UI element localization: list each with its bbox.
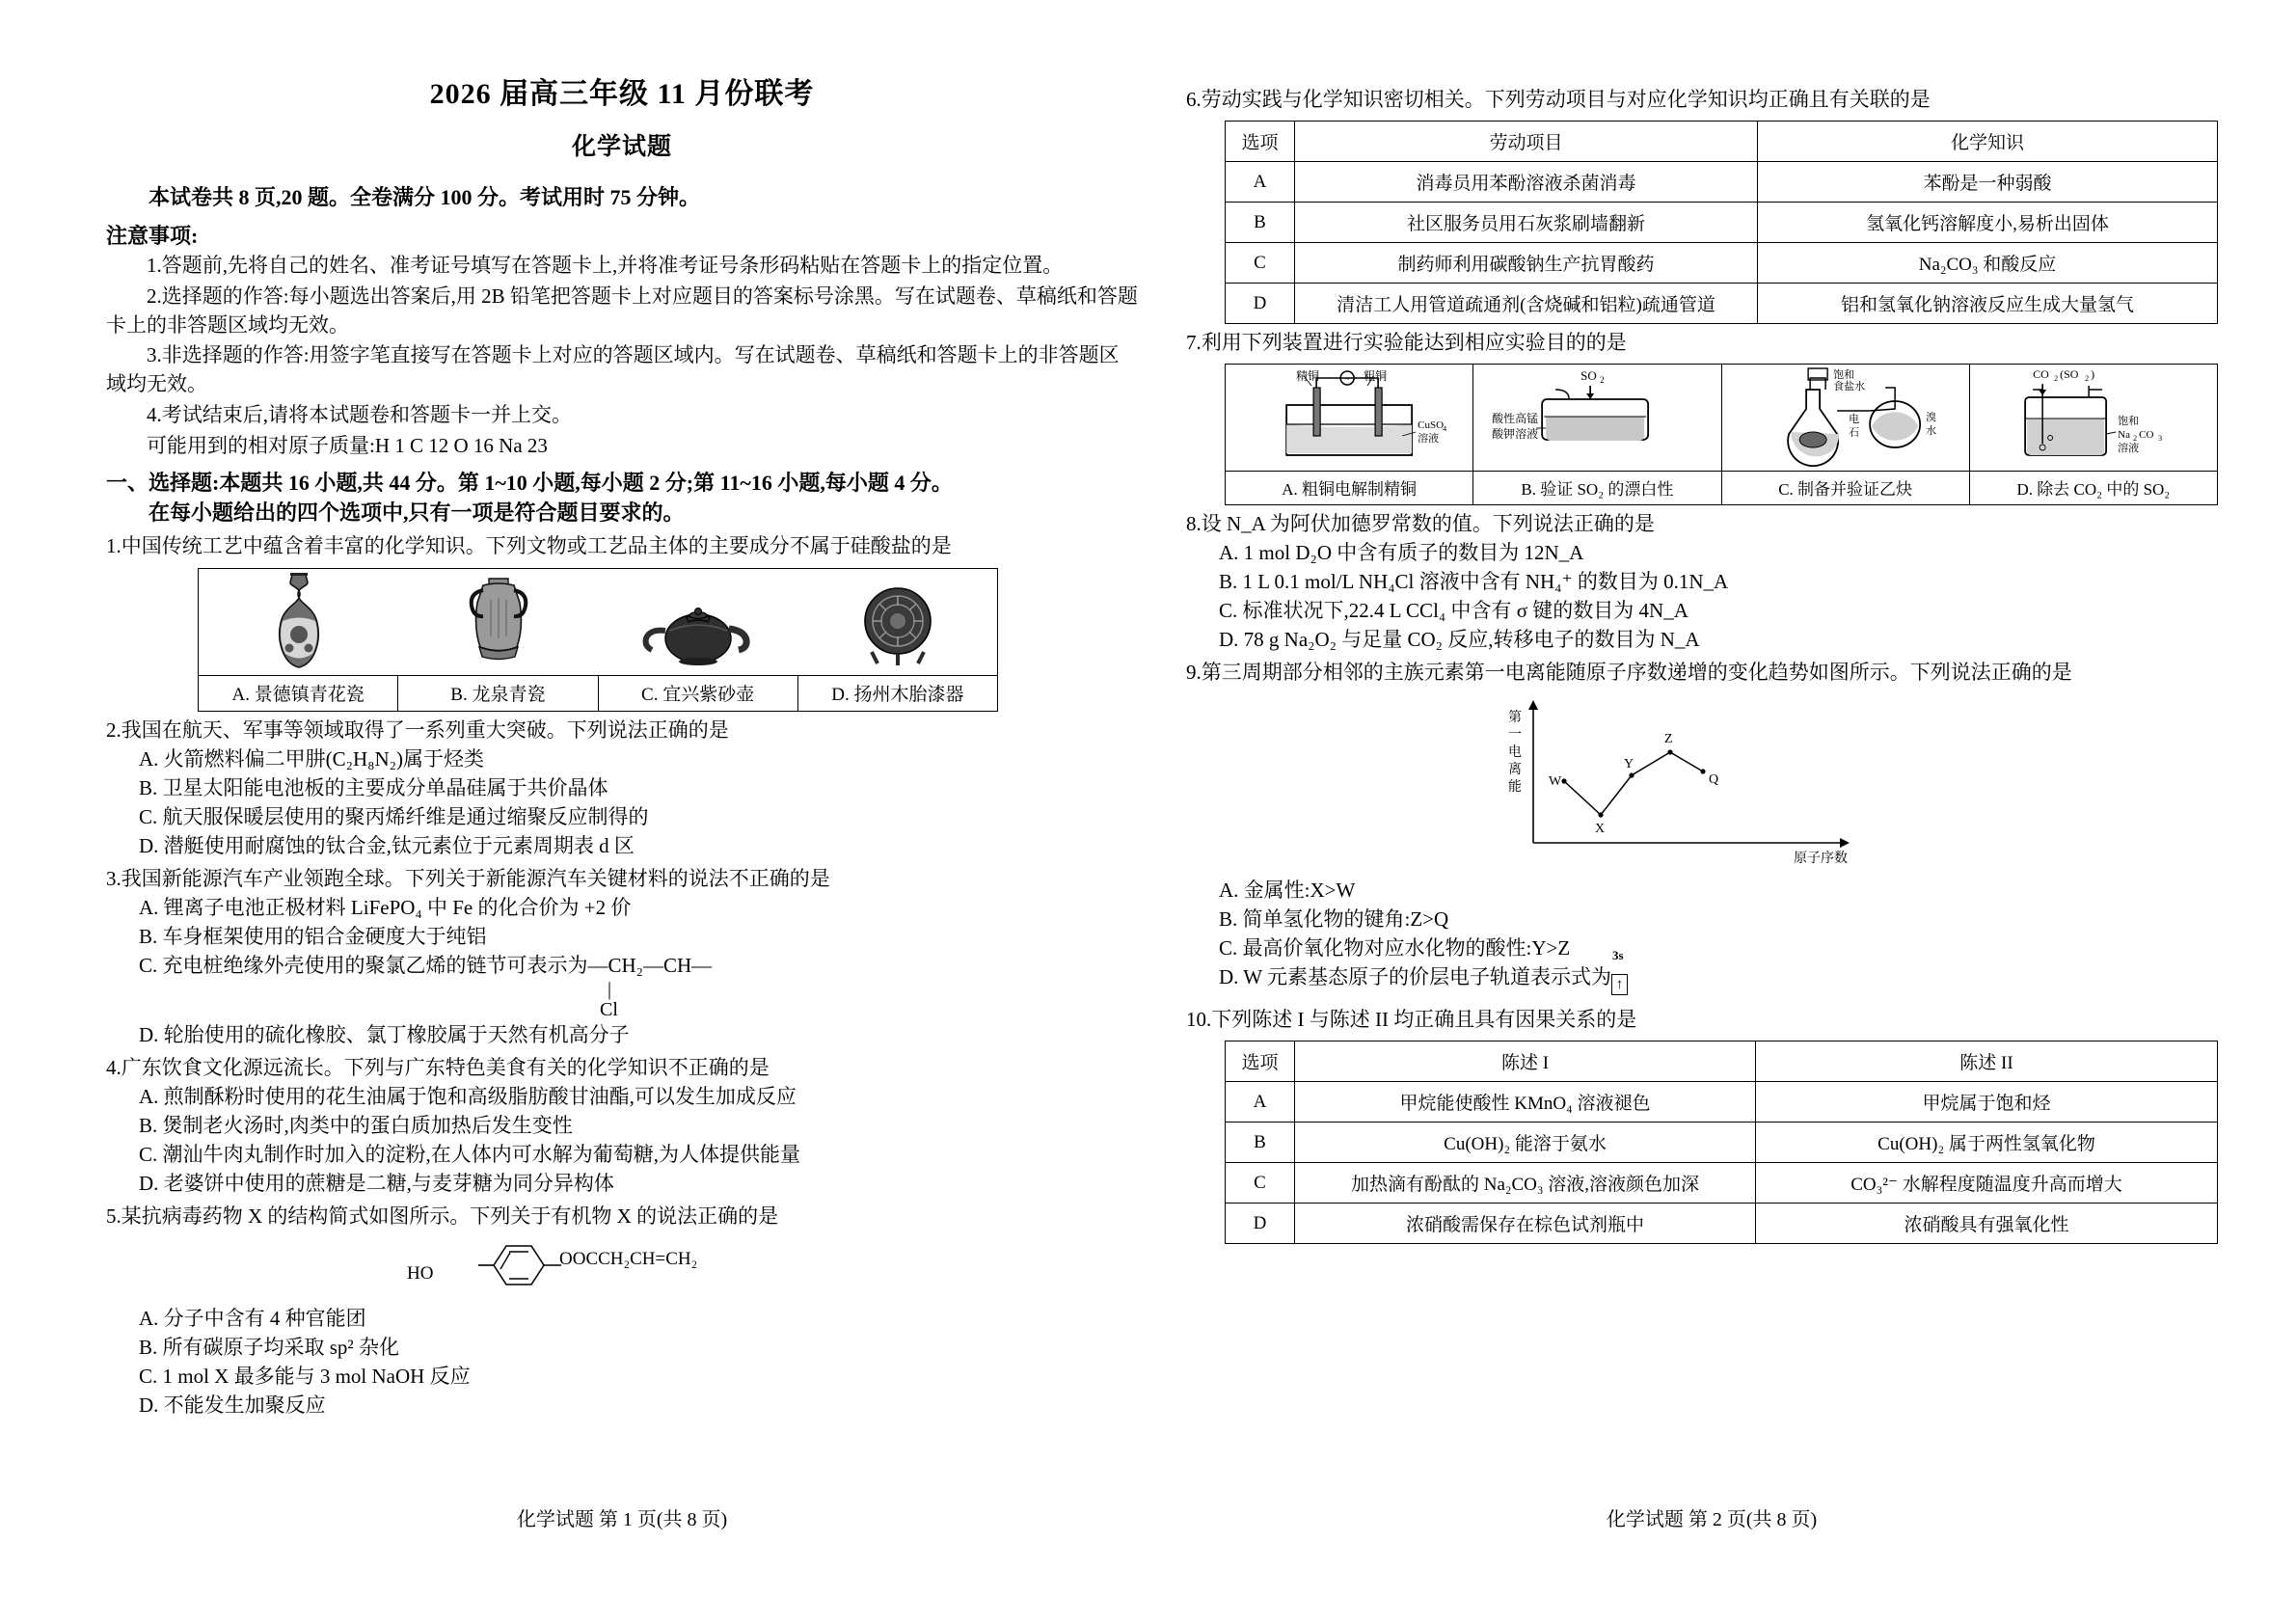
notice-item-3: 3.非选择题的作答:用签字笔直接写在答题卡上对应的答题区域内。写在试题卷、草稿纸和答题卡上的非答题区域均无效。 bbox=[106, 343, 1120, 396]
q6-row-c-knowledge: Na₂CO₃ 和酸反应 bbox=[1758, 243, 2218, 284]
table-row bbox=[1226, 1163, 2218, 1204]
question-4-option-b: B. 煲制老火汤时,肉类中的蛋白质加热后发生变性 bbox=[139, 1114, 573, 1138]
chart-label-q: Q bbox=[1709, 772, 1719, 788]
celadon-vase-icon bbox=[454, 571, 543, 671]
question-9-option-d: D. W 元素基态原子的价层电子轨道表示式为 bbox=[1219, 965, 1611, 989]
question-6-stem: 6.劳动实践与化学知识密切相关。下列劳动项目与对应化学知识均正确且有关联的是 bbox=[1186, 88, 1931, 111]
left-column bbox=[106, 0, 1138, 1420]
ionization-energy-line-chart bbox=[1389, 692, 1967, 876]
q6-row-a-knowledge: 苯酚是一种弱酸 bbox=[1758, 162, 2218, 203]
orbital-label: 3s bbox=[1611, 948, 1624, 963]
svg-text:电: 电 bbox=[1848, 414, 1859, 426]
footer-right: 化学试题 第 2 页(共 8 页) bbox=[1606, 1509, 1818, 1530]
artifact-caption-c: C. 宜兴紫砂壶 bbox=[598, 676, 797, 711]
artifact-image-lacquerware bbox=[797, 569, 997, 675]
q10-header-option: 选项 bbox=[1226, 1041, 1295, 1082]
chart-label-w: W bbox=[1549, 774, 1562, 790]
chart-ylabel-char-1: 第 bbox=[1508, 711, 1522, 726]
chart-label-y: Y bbox=[1624, 757, 1634, 772]
chart-point-y bbox=[1629, 773, 1634, 778]
paper-info: 本试卷共 8 页,20 题。全卷满分 100 分。考试用时 75 分钟。 bbox=[149, 185, 701, 209]
apparatus-b-figure bbox=[1473, 365, 1720, 471]
chart-ylabel-char-2: 一 bbox=[1508, 728, 1522, 744]
notice-item-2: 2.选择题的作答:每小题选出答案后,用 2B 铅笔把答题卡上对应题目的答案标号涂黑。写在试题卷、草稿纸和答题卡上的非答题区域均无效。 bbox=[106, 284, 1138, 337]
structure-label-left: HO bbox=[407, 1263, 434, 1285]
purple-clay-teapot-icon bbox=[640, 588, 756, 671]
question-2-option-b: B. 卫星太阳能电池板的主要成分单晶硅属于共价晶体 bbox=[139, 776, 608, 800]
question-5-structure-figure bbox=[407, 1236, 1138, 1304]
svg-text:精铜: 精铜 bbox=[1296, 369, 1320, 384]
q10-row-c-s2: CO₃²⁻ 水解程度随温度升高而增大 bbox=[1756, 1163, 2218, 1204]
question-8-stem: 8.设 N_A 为阿伏加德罗常数的值。下列说法正确的是 bbox=[1186, 512, 1655, 536]
svg-text:(SO: (SO bbox=[2059, 367, 2079, 382]
svg-text:3: 3 bbox=[2157, 434, 2162, 444]
structure-label-right: OOCCH₂CH=CH₂ bbox=[559, 1249, 698, 1270]
orbital-box: ↑ bbox=[1611, 974, 1628, 995]
table-header-row bbox=[1226, 122, 2218, 162]
chart-ylabel-char-4: 离 bbox=[1508, 763, 1522, 778]
svg-text:): ) bbox=[2090, 367, 2094, 382]
table-header-row bbox=[1226, 1041, 2218, 1082]
q6-row-b-option: B bbox=[1226, 203, 1295, 243]
page-subtitle: 化学试题 bbox=[571, 134, 672, 160]
svg-text:溶液: 溶液 bbox=[1418, 433, 1440, 446]
electrolysis-cell-icon bbox=[1226, 365, 1472, 471]
q10-row-d-s2: 浓硝酸具有强氧化性 bbox=[1756, 1204, 2218, 1244]
question-5-stem: 5.某抗病毒药物 X 的结构简式如图所示。下列关于有机物 X 的说法正确的是 bbox=[106, 1204, 779, 1229]
svg-text:粗铜: 粗铜 bbox=[1364, 369, 1388, 384]
question-3-stem: 3.我国新能源汽车产业领跑全球。下列关于新能源汽车关键材料的说法不正确的是 bbox=[106, 867, 830, 891]
q6-header-knowledge: 化学知识 bbox=[1758, 122, 2218, 162]
so2-test-tube-icon bbox=[1473, 365, 1720, 471]
svg-text:水: 水 bbox=[1925, 425, 1936, 438]
q10-header-statement-1: 陈述 I bbox=[1295, 1041, 1756, 1082]
question-8-option-a: A. 1 mol D₂O 中含有质子的数目为 12N_A bbox=[1219, 541, 1584, 565]
question-1-figure-group bbox=[198, 568, 998, 712]
chart-ylabel-char-5: 能 bbox=[1508, 780, 1522, 796]
question-9-stem: 9.第三周期部分相邻的主族元素第一电离能随原子序数递增的变化趋势如图所示。下列说法正确的是 bbox=[1186, 661, 2072, 685]
question-1-stem: 1.中国传统工艺中蕴含着丰富的化学知识。下列文物或工艺品主体的主要成分不属于硅酸盐的是 bbox=[106, 534, 952, 558]
q6-row-d-option: D bbox=[1226, 284, 1295, 324]
footer-left: 化学试题 第 1 页(共 8 页) bbox=[516, 1509, 728, 1530]
question-5-option-b: B. 所有碳原子均采取 sp² 杂化 bbox=[139, 1336, 399, 1360]
question-8-option-d: D. 78 g Na₂O₂ 与足量 CO₂ 反应,转移电子的数目为 N_A bbox=[1219, 628, 1700, 652]
question-10-stem: 10.下列陈述 I 与陈述 II 均正确且具有因果关系的是 bbox=[1186, 1008, 1637, 1032]
svg-text:石: 石 bbox=[1848, 427, 1859, 440]
q6-row-d-knowledge: 铝和氢氧化钠溶液反应生成大量氢气 bbox=[1758, 284, 2218, 324]
notice-item-1: 1.答题前,先将自己的姓名、准考证号填写在答题卡上,并将准考证号条形码粘贴在答题卡上的指定位置。 bbox=[147, 254, 1064, 277]
question-4-option-c: C. 潮汕牛肉丸制作时加入的淀粉,在人体内可水解为葡萄糖,为人体提供能量 bbox=[139, 1143, 801, 1167]
question-5-option-a: A. 分子中含有 4 种官能团 bbox=[139, 1307, 366, 1331]
apparatus-a-figure bbox=[1226, 365, 1472, 471]
q6-header-option: 选项 bbox=[1226, 122, 1295, 162]
artifact-image-zisha-teapot bbox=[598, 569, 797, 675]
q6-row-b-knowledge: 氢氧化钙溶解度小,易析出固体 bbox=[1758, 203, 2218, 243]
svg-text:CO: CO bbox=[2032, 367, 2049, 382]
q10-row-d-s1: 浓硝酸需保存在棕色试剂瓶中 bbox=[1295, 1204, 1756, 1244]
question-3-option-c-bond: | bbox=[608, 979, 612, 1001]
table-row bbox=[1226, 1082, 2218, 1123]
question-4-stem: 4.广东饮食文化源远流长。下列与广东特色美食有关的化学知识不正确的是 bbox=[106, 1056, 770, 1080]
q10-header-statement-2: 陈述 II bbox=[1756, 1041, 2218, 1082]
artifact-caption-a: A. 景德镇青花瓷 bbox=[231, 685, 365, 706]
chart-point-q bbox=[1700, 770, 1705, 774]
question-5-option-d: D. 不能发生加聚反应 bbox=[139, 1393, 326, 1418]
svg-text:饱和: 饱和 bbox=[1832, 369, 1854, 382]
artifact-image-porcelain-vase bbox=[199, 569, 398, 675]
svg-text:溴: 溴 bbox=[1925, 412, 1936, 424]
notice-heading: 注意事项: bbox=[106, 224, 199, 248]
question-4-option-d: D. 老婆饼中使用的蔗糖是二糖,与麦芽糖为同分异构体 bbox=[139, 1172, 614, 1196]
svg-text:食盐水: 食盐水 bbox=[1832, 381, 1865, 393]
q6-row-a-option: A bbox=[1226, 162, 1295, 203]
chart-point-z bbox=[1667, 750, 1672, 755]
acetylene-generator-icon bbox=[1722, 365, 1969, 471]
question-6-table bbox=[1225, 121, 2218, 324]
q10-row-a-s1: 甲烷能使酸性 KMnO₄ 溶液褪色 bbox=[1295, 1082, 1756, 1123]
question-3-option-d: D. 轮胎使用的硫化橡胶、氯丁橡胶属于天然有机高分子 bbox=[139, 1023, 630, 1047]
svg-text:酸性高锰: 酸性高锰 bbox=[1492, 412, 1539, 426]
question-3-option-b: B. 车身框架使用的铝合金硬度大于纯铝 bbox=[139, 925, 487, 949]
blue-white-porcelain-icon bbox=[257, 571, 340, 671]
question-9-chart bbox=[1389, 692, 1967, 876]
chart-ylabel-char-3: 电 bbox=[1508, 745, 1522, 761]
section-heading: 一、选择题:本题共 16 小题,共 44 分。第 1~10 小题,每小题 2 分;第 11~16 小题,每小题 4 分。 bbox=[106, 470, 953, 495]
question-4-option-a: A. 煎制酥粉时使用的花生油属于饱和高级脂肪酸甘油酯,可以发生加成反应 bbox=[139, 1085, 797, 1109]
apparatus-b bbox=[1472, 365, 1720, 504]
svg-text:2: 2 bbox=[2084, 374, 2089, 384]
svg-text:2: 2 bbox=[1600, 375, 1605, 386]
q6-row-d-task: 清洁工人用管道疏通剂(含烧碱和铝粒)疏通管道 bbox=[1295, 284, 1758, 324]
table-row bbox=[1226, 284, 2218, 324]
question-2-option-d: D. 潜艇使用耐腐蚀的钛合金,钛元素位于元素周期表 d 区 bbox=[139, 834, 635, 858]
q10-row-c-s1: 加热滴有酚酞的 Na₂CO₃ 溶液,溶液颜色加深 bbox=[1295, 1163, 1756, 1204]
table-row bbox=[1226, 162, 2218, 203]
chart-label-x: X bbox=[1595, 822, 1606, 837]
chart-xlabel: 原子序数 bbox=[1794, 852, 1848, 867]
question-10-table bbox=[1225, 1041, 2218, 1244]
svg-text:Na: Na bbox=[2117, 429, 2130, 442]
svg-text:SO: SO bbox=[1580, 368, 1597, 384]
svg-text:2: 2 bbox=[2132, 434, 2137, 444]
question-7-stem: 7.利用下列装置进行实验能达到相应实验目的的是 bbox=[1186, 331, 1627, 355]
q6-row-b-task: 社区服务员用石灰浆刷墙翻新 bbox=[1295, 203, 1758, 243]
chart-point-w bbox=[1561, 779, 1566, 784]
question-2-stem: 2.我国在航天、军事等领域取得了一系列重大突破。下列说法正确的是 bbox=[106, 718, 729, 743]
q6-row-c-task: 制药师利用碳酸钠生产抗胃酸药 bbox=[1295, 243, 1758, 284]
chart-point-x bbox=[1598, 813, 1603, 818]
notice-item-4: 4.考试结束后,请将本试题卷和答题卡一并上交。 bbox=[147, 403, 572, 427]
q10-row-d-option: D bbox=[1226, 1204, 1295, 1244]
question-8-option-b: B. 1 L 0.1 mol/L NH₄Cl 溶液中含有 NH₄⁺ 的数目为 0.1N_A bbox=[1219, 570, 1729, 594]
q10-row-b-s2: Cu(OH)₂ 属于两性氢氧化物 bbox=[1756, 1123, 2218, 1163]
q10-row-a-s2: 甲烷属于饱和烃 bbox=[1756, 1082, 2218, 1123]
artifact-caption-b: B. 龙泉青瓷 bbox=[397, 676, 597, 711]
svg-text:饱和: 饱和 bbox=[2117, 416, 2139, 428]
gas-washing-bottle-icon bbox=[1970, 365, 2217, 471]
apparatus-d-figure bbox=[1970, 365, 2217, 471]
svg-text:4: 4 bbox=[1443, 424, 1447, 434]
apparatus-c bbox=[1721, 365, 1969, 504]
artifact-image-celadon-vase bbox=[398, 569, 598, 675]
q10-row-b-option: B bbox=[1226, 1123, 1295, 1163]
svg-text:酸钾溶液: 酸钾溶液 bbox=[1492, 427, 1539, 442]
apparatus-c-caption: C. 制备并验证乙炔 bbox=[1722, 471, 1969, 504]
question-9-option-b: B. 简单氢化物的键角:Z>Q bbox=[1219, 907, 1449, 932]
question-8-option-c: C. 标准状况下,22.4 L CCl₄ 中含有 σ 键的数目为 4N_A bbox=[1219, 599, 1688, 623]
right-column bbox=[1186, 0, 2237, 1244]
q6-row-c-option: C bbox=[1226, 243, 1295, 284]
table-row bbox=[1226, 1123, 2218, 1163]
apparatus-b-caption: B. 验证 SO₂ 的漂白性 bbox=[1473, 471, 1720, 504]
question-3-option-c: C. 充电桩绝缘外壳使用的聚氯乙烯的链节可表示为—CH₂—CH— bbox=[139, 954, 713, 978]
atomic-mass-line: 可能用到的相对原子质量:H 1 C 12 O 16 Na 23 bbox=[147, 433, 548, 457]
apparatus-d-caption: D. 除去 CO₂ 中的 SO₂ bbox=[1970, 471, 2217, 504]
question-2-option-a: A. 火箭燃料偏二甲肼(C₂H₈N₂)属于烃类 bbox=[139, 747, 484, 771]
svg-text:溶液: 溶液 bbox=[2117, 443, 2139, 455]
q6-row-a-task: 消毒员用苯酚溶液杀菌消毒 bbox=[1295, 162, 1758, 203]
apparatus-d bbox=[1969, 365, 2217, 504]
page-title: 2026 届高三年级 11 月份联考 bbox=[429, 78, 815, 110]
yangzhou-lacquerware-icon bbox=[852, 579, 943, 671]
chart-label-z: Z bbox=[1664, 732, 1673, 747]
question-3-option-a: A. 锂离子电池正极材料 LiFePO₄ 中 Fe 的化合价为 +2 价 bbox=[139, 896, 632, 920]
svg-text:CO: CO bbox=[2138, 429, 2154, 442]
artifact-caption-d: D. 扬州木胎漆器 bbox=[797, 676, 997, 711]
table-row bbox=[1226, 1204, 2218, 1244]
q6-header-task: 劳动项目 bbox=[1295, 122, 1758, 162]
table-row bbox=[1226, 203, 2218, 243]
orbital-diagram bbox=[1611, 948, 1628, 995]
apparatus-a bbox=[1226, 365, 1472, 504]
svg-text:~: ~ bbox=[1344, 374, 1350, 385]
apparatus-a-caption: A. 粗铜电解制精铜 bbox=[1226, 471, 1472, 504]
svg-text:CuSO: CuSO bbox=[1418, 419, 1445, 432]
section-heading-2: 在每小题给出的四个选项中,只有一项是符合题目要求的。 bbox=[149, 500, 685, 525]
apparatus-c-figure bbox=[1722, 365, 1969, 471]
question-9-option-a: A. 金属性:X>W bbox=[1219, 879, 1356, 903]
q10-row-c-option: C bbox=[1226, 1163, 1295, 1204]
svg-text:2: 2 bbox=[2053, 374, 2058, 384]
question-5-option-c: C. 1 mol X 最多能与 3 mol NaOH 反应 bbox=[139, 1365, 471, 1389]
question-3-option-c-substituent: Cl bbox=[600, 999, 618, 1021]
question-7-apparatus-group bbox=[1225, 364, 2218, 505]
q10-row-b-s1: Cu(OH)₂ 能溶于氨水 bbox=[1295, 1123, 1756, 1163]
question-2-option-c: C. 航天服保暖层使用的聚丙烯纤维是通过缩聚反应制得的 bbox=[139, 805, 649, 829]
q10-row-a-option: A bbox=[1226, 1082, 1295, 1123]
question-9-option-c: C. 最高价氧化物对应水化物的酸性:Y>Z bbox=[1219, 936, 1571, 960]
table-row bbox=[1226, 243, 2218, 284]
